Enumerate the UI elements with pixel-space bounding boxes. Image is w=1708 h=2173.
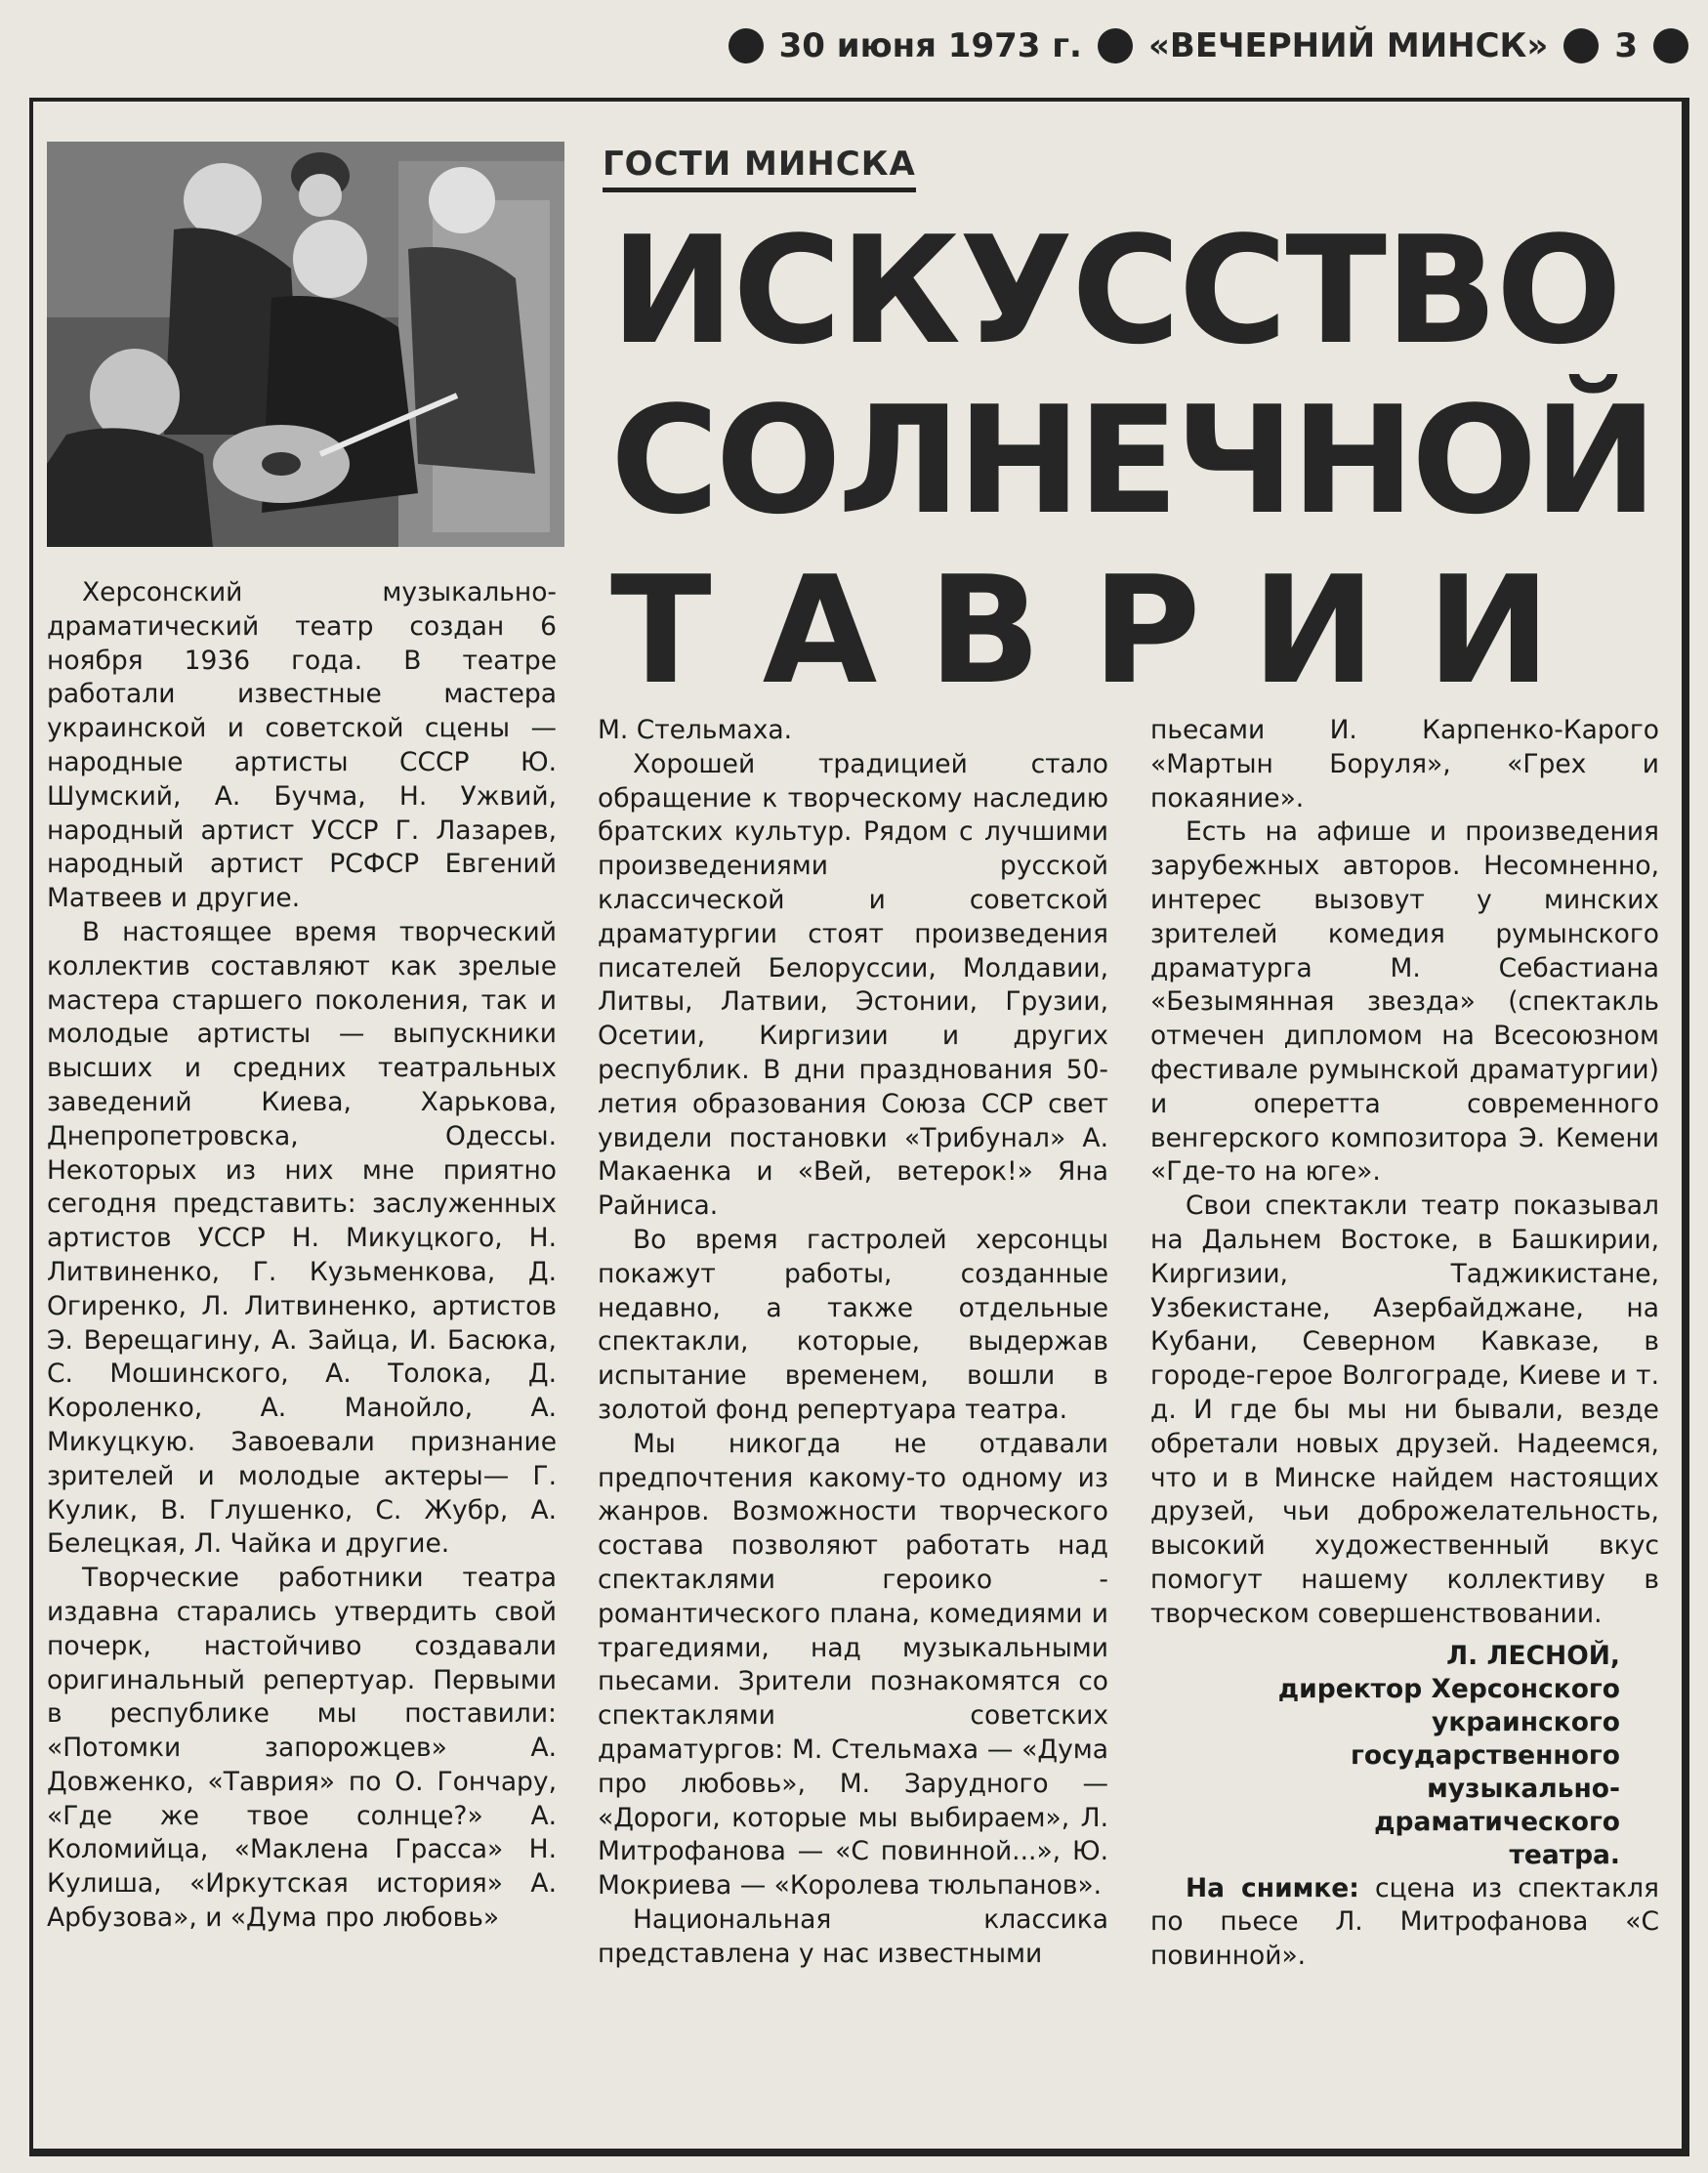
paragraph: М. Стельмаха. [598,715,793,745]
article-column-2 [598,714,1108,1971]
page-header [625,21,1688,70]
page-number: 3 [1614,26,1638,65]
photo-image [47,142,564,547]
newspaper-name: «ВЕЧЕРНИЙ МИНСК» [1147,26,1549,65]
article-headline [610,195,1675,717]
paragraph: Мы никогда не отдавали предпочтения какому-то одному из жанров. Возможности творческого состава позволяют работать над спектаклями героико - романтического плана, комедиями и трагедиями, над музыкальными пьесами. Зрители познакомятся со спектаклями советских драматургов: М. Стельмаха — «Дума про любовь», М. Зарудного — «Дороги, которые мы выбираем», Л. Митрофанова — «С повинной...», Ю. Мокриева — «Королева тюльпанов». [598,1428,1108,1901]
paragraph: В настоящее время творческий коллектив составляют как зрелые мастера старшего поколения, так и молодые артисты — выпускники высших и средних театральных заведений Киева, Харькова, Днепропетровска, Одессы. Некоторых из них мне приятно сегодня представить: заслуженных артистов УССР Н. Микуцкого, Н. Литвиненко, Г. Кузьменкова, Д. Огиренко, Л. Литвиненко, артистов Э. Верещагину, А. Зайца, И. Басюка, С. Мошинского, А. Толока, Д. Короленко, А. Манойло, А. Микуцкую. Завоевали признание зрителей и молодые актеры— Г. Кулик, В. Глушенко, С. Жубр, А. Белецкая, Л. Чайка и другие. [47,916,557,1560]
paragraph: Во время гастролей херсонцы покажут работы, созданные недавно, а также отдельные спектакли, которые, выдержав испытание временем, вошли в золотой фонд репертуара театра. [598,1224,1108,1425]
author-signature [1150,1640,1659,1872]
paragraph: Хорошей традицией стало обращение к творческому наследию братских культур. Рядом с лучшими произведениями русской классической и советской драматургии стоят произведения писателей Белоруссии, Молдавии, Литвы, Латвии, Эстонии, Грузии, Осетии, Киргизии и других республик. В дни празднования 50-летия образования Союза ССР свет увидели постановки «Трибунал» А. Макаенка и «Вей, ветерок!» Яна Райниса. [598,748,1108,1222]
paragraph: Творческие работники театра издавна старались утвердить свой почерк, настойчиво создавали оригинальный репертуар. Первыми в республике мы поставили: «Потомки запорожцев» А. Довженко, «Таврия» по О. Гончару, «Где же твое солнце?» А. Коломийца, «Маклена Грасса» Н. Кулиша, «Иркутская история» А. Арбузова», и «Дума про любовь» [47,1563,557,1934]
article-column-3 [1150,714,1659,1974]
paragraph: Есть на афише и произведения зарубежных авторов. Несомненно, интерес вызовут у минских зрителей комедия румынского драматурга М. Себастиана «Безымянная звезда» (спектакль отмечен дипломом на Всесоюзном фестивале румынской драматургии) и оперетта современного венгерского композитора Э. Кемени «Где-то на юге». [1150,816,1659,1188]
rubric-label: ГОСТИ МИНСКА [603,145,916,192]
author-name: Л. ЛЕСНОЙ, [1446,1640,1620,1671]
article-column-1 [47,576,557,1936]
paragraph: Национальная классика представлена у нас известными [598,1903,1108,1969]
headline-line-2: СОЛНЕЧНОЙ [610,374,1654,547]
caption-label: На снимке: [1186,1872,1359,1903]
author-title: директор Херсонского украинского государственного музыкально- драматического театра. [1277,1673,1620,1870]
issue-date: 30 июня 1973 г. [778,26,1082,65]
bullet-icon [729,28,764,63]
headline-line-3: ТАВРИИ [610,544,1602,717]
bullet-icon [1653,28,1688,63]
paragraph: Херсонский музыкально-драматический театр создан 6 ноября 1936 года. В театре работали известные мастера украинской и советской сцены — народные артисты СССР Ю. Шумский, А. Бучма, Н. Ужвий, народный артист УССР Г. Лазарев, народный артист РСФСР Евгений Матвеев и другие. [47,577,557,914]
paragraph: пьесами И. Карпенко-Карого «Мартын Боруля», «Грех и покаяние». [1150,715,1659,814]
bullet-icon [1098,28,1133,63]
scene-photo [47,142,564,547]
caption-text: сцена из спектакля по пьесе Л. Митрофанова «С повинной». [1150,1872,1659,1972]
paragraph: Свои спектакли театр показывал на Дальнем Востоке, в Башкирии, Киргизии, Таджикистане, Узбекистане, Азербайджане, на Кубани, Северном Кавказе, в городе-герое Волгограде, Киеве и т. д. И где бы мы ни бывали, везде обретали новых друзей. Надеемся, что и в Минске найдем настоящих друзей, чьи доброжелательность, высокий художественный вкус помогут нашему коллективу в творческом совершенствовании. [1150,1191,1659,1629]
photo-caption [1150,1872,1659,1974]
headline-line-1: ИСКУССТВО [610,204,1621,377]
bullet-icon [1563,28,1599,63]
